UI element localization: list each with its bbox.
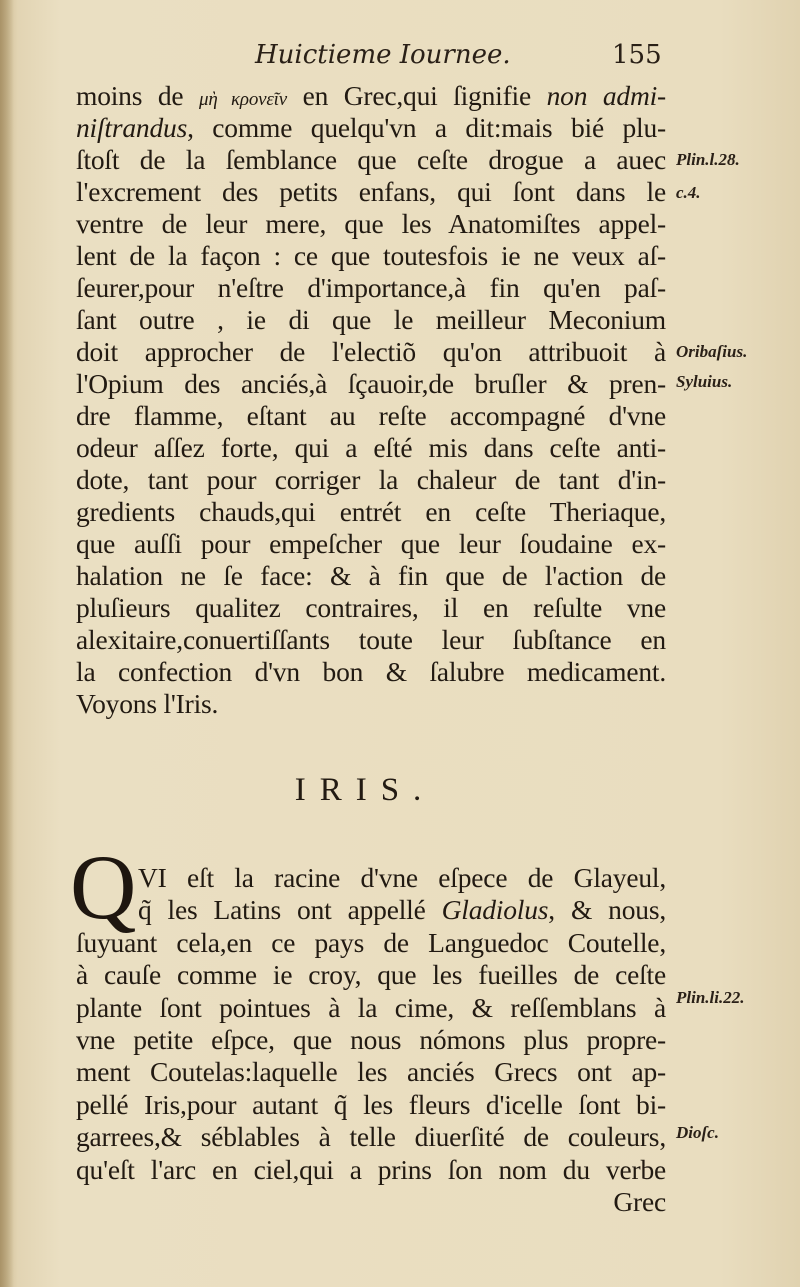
text-line: lent de la façon : ce que toutesfois ie ne veux aſ- [76, 240, 666, 271]
text-line: pellé Iris,pour autant q̃ les fleurs d'icelle ſont bi- [76, 1088, 666, 1120]
text-line: la confection d'vn bon & ſalubre medicament. [76, 656, 666, 687]
page-number: 155 [612, 40, 662, 70]
running-head-title: Huictieme Iournee. [255, 40, 511, 70]
text-line: ment Coutelas:laquelle les anciés Grecs ont ap- [76, 1056, 666, 1088]
text-line: garrees,& séblables à telle diuerſité de couleurs, [76, 1121, 666, 1153]
paragraph-1 [76, 80, 666, 720]
text-line: vne petite eſpce, que nous nómons plus propre- [76, 1023, 666, 1055]
gutter-shadow [0, 0, 14, 1287]
text-line: qu'eſt l'arc en ciel,qui a prins ſon nom du verbe [76, 1153, 666, 1185]
text-line: q̃ les Latins ont appellé Gladiolus, & nous, [138, 894, 666, 926]
margin-note-oribasius: Oribaſius. [676, 342, 748, 361]
text-line: dre flamme, eſtant au reſte accompagné d'vne [76, 400, 666, 431]
margin-note-c4: c.4. [676, 183, 701, 202]
margin-note-diosc: Dioſc. [676, 1123, 719, 1142]
margin-note-plin-28: Plin.l.28. [676, 150, 740, 169]
paragraph-2 [76, 862, 666, 1218]
text-line: moins de μὴ κρονεῖν en Grec,qui ſignifie non admi- [76, 80, 667, 111]
text-line: alexitaire,conuertiſſants toute leur ſubſtance en [76, 624, 666, 655]
text-line: ſant outre , ie di que le meilleur Meconium [76, 304, 666, 335]
text-line: halation ne ſe face: & à fin que de l'action de [76, 560, 666, 591]
catchword: Grec [613, 1185, 666, 1217]
text-line: plante ſont pointues à la cime, & reſſemblans à [76, 991, 666, 1023]
text-line: gredients chauds,qui entrét en ceſte Theriaque, [76, 496, 666, 527]
text-line: ſtoſt de la ſemblance que ceſte drogue a auec [76, 144, 666, 175]
running-head [0, 40, 800, 80]
text-line: pluſieurs qualitez contraires, il en reſulte vne [76, 592, 666, 623]
text-line: l'Opium des anciés,à ſçauoir,de bruſler & pren- [76, 368, 666, 399]
text-line: ſeurer,pour n'eſtre d'importance,à fin qu'en paſ- [76, 272, 666, 303]
text-line: niſtrandus, comme quelqu'vn a dit:mais bié plu- [76, 112, 666, 143]
text-line: ventre de leur mere, que les Anatomiſtes appel- [76, 208, 666, 239]
text-line: dote, tant pour corriger la chaleur de tant d'in- [76, 464, 666, 495]
text-line: que auſſi pour empeſcher que leur ſoudaine ex- [76, 528, 666, 559]
text-line: l'excrement des petits enfans, qui ſont dans le [76, 176, 666, 207]
text-line: Voyons l'Iris. [76, 688, 219, 719]
greek-phrase: μὴ κρονεῖν [198, 89, 287, 110]
margin-note-sylvius: Syluius. [676, 372, 733, 391]
margin-note-plin-22: Plin.li.22. [676, 988, 745, 1007]
section-heading: IRIS. [294, 772, 436, 808]
text-line: odeur aſſez forte, qui a eſté mis dans ceſte anti- [76, 432, 666, 463]
text-line: ſuyuant cela,en ce pays de Languedoc Coutelle, [76, 926, 666, 958]
text-line: VI eſt la racine d'vne eſpece de Glayeul, [138, 862, 666, 893]
text-line: doit approcher de l'electiõ qu'on attribuoit à [76, 336, 666, 367]
text-line: à cauſe comme ie croy, que les fueilles de ceſte [76, 959, 666, 991]
drop-cap: Q [70, 836, 137, 938]
